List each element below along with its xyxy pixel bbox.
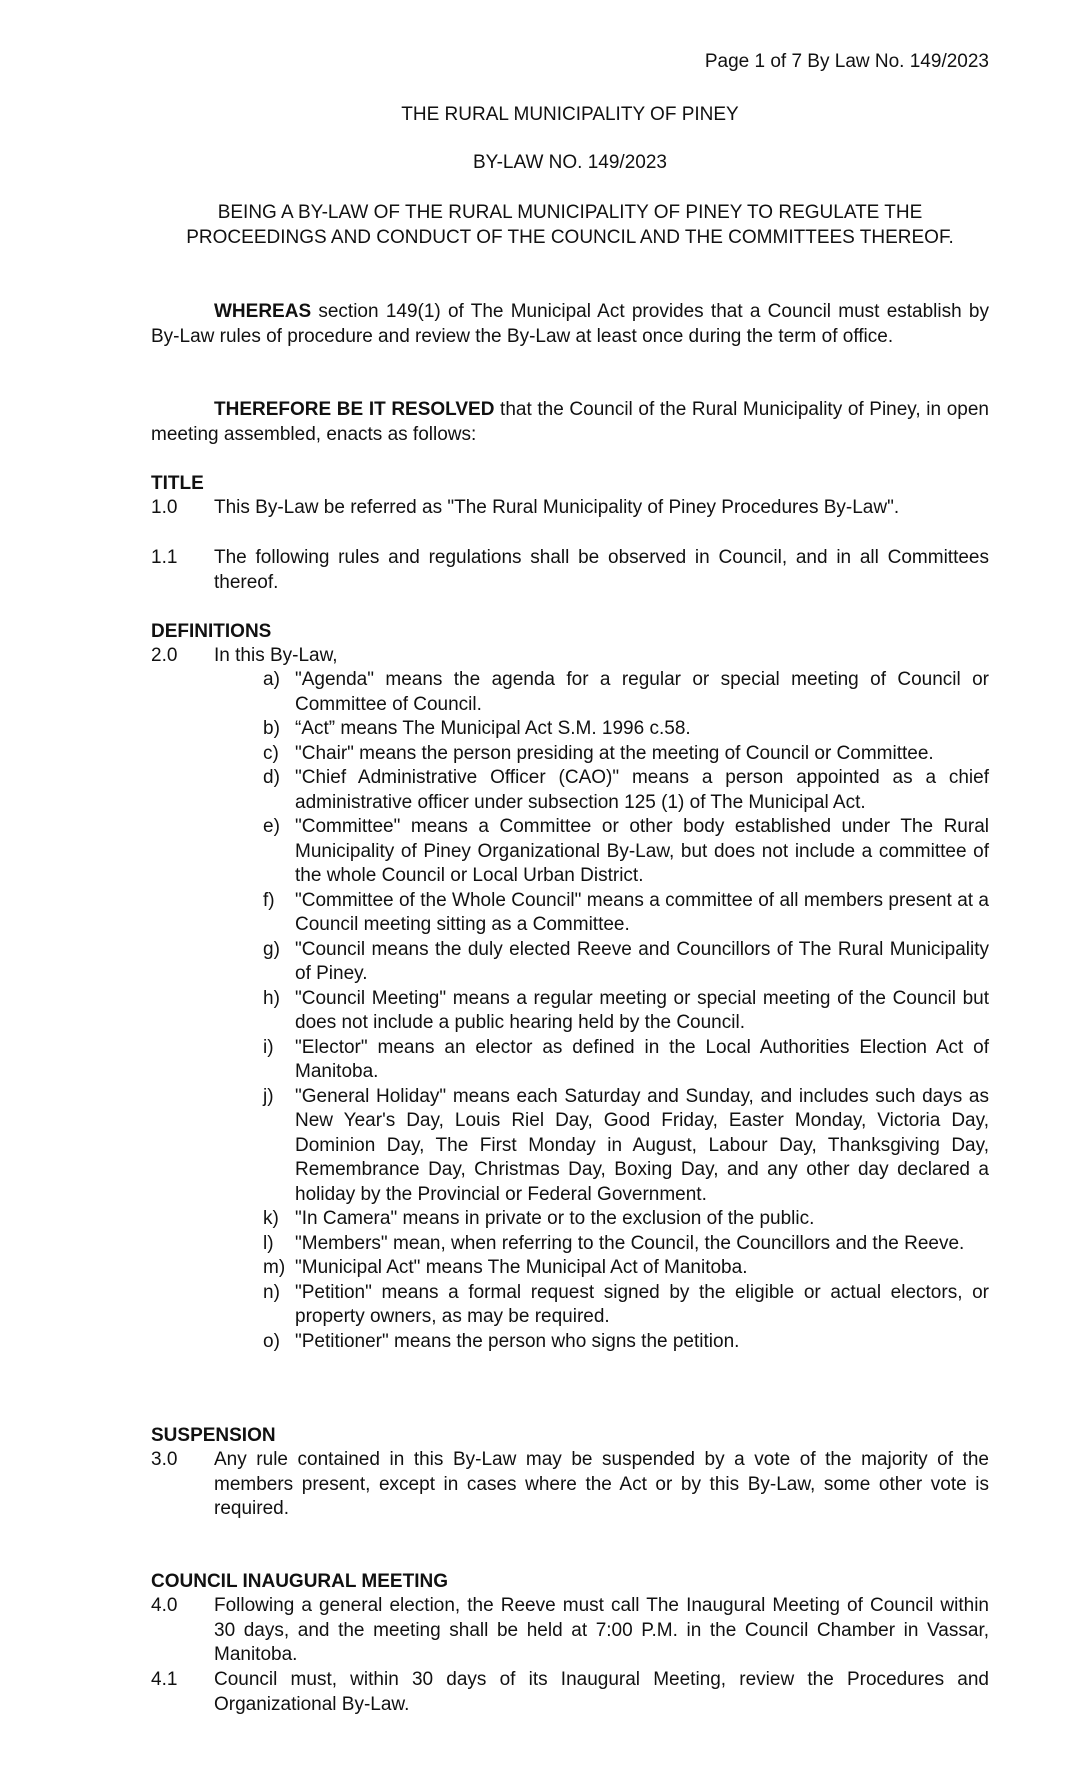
clause-number: 2.0 xyxy=(151,645,178,666)
definition-item-d xyxy=(263,766,989,815)
definitions-list xyxy=(263,668,989,1354)
definition-letter: g) xyxy=(263,938,280,960)
definition-item-h xyxy=(263,987,989,1036)
definition-item-f xyxy=(263,889,989,938)
clause-text: Council must, within 30 days of its Inaugural Meeting, review the Procedures and Organizational By-Law. xyxy=(214,1669,989,1715)
definition-letter: e) xyxy=(263,816,280,837)
section-heading-inaugural: COUNCIL INAUGURAL MEETING xyxy=(151,1571,448,1592)
definition-item-j xyxy=(263,1085,989,1208)
definition-item-l xyxy=(263,1232,989,1257)
definition-text: “Act” means The Municipal Act S.M. 1996 c.58. xyxy=(295,718,691,739)
definition-letter: l) xyxy=(263,1232,274,1254)
definition-item-m xyxy=(263,1256,989,1281)
clause-1-0 xyxy=(151,496,989,521)
definition-text: "Municipal Act" means The Municipal Act of Manitoba. xyxy=(295,1257,748,1278)
clause-3-0 xyxy=(151,1448,989,1522)
therefore-paragraph xyxy=(151,398,989,447)
whereas-paragraph xyxy=(151,300,989,349)
definition-letter: m) xyxy=(263,1257,286,1278)
definition-item-c xyxy=(263,742,989,767)
clause-4-1 xyxy=(151,1668,989,1717)
clause-2-0 xyxy=(151,644,989,669)
definition-letter: h) xyxy=(263,987,280,1009)
definition-letter: f) xyxy=(263,889,275,911)
clause-text: Following a general election, the Reeve must call The Inaugural Meeting of Council within 30 days, and the meeting shall be held at 7:00 P.M. in the Council Chamber in Vassar, Manitoba. xyxy=(214,1595,989,1665)
definition-letter: n) xyxy=(263,1281,280,1303)
definition-text: "Council means the duly elected Reeve and Councillors of The Rural Municipality of Piney. xyxy=(295,938,989,984)
definition-text: "Petition" means a formal request signed by the eligible or actual electors, or property owners, as may be required. xyxy=(295,1281,989,1327)
definition-letter: a) xyxy=(263,669,280,690)
definition-item-a xyxy=(263,668,989,717)
clause-text: In this By-Law, xyxy=(214,645,338,666)
whereas-text: section 149(1) of The Municipal Act provides that a Council must establish by By-Law rules of procedure and review the By-Law at least once during the term of office. xyxy=(151,301,989,347)
clause-number: 1.1 xyxy=(151,547,178,568)
definition-letter: k) xyxy=(263,1208,279,1229)
definition-letter: d) xyxy=(263,767,280,788)
bylaw-number: BY-LAW NO. 149/2023 xyxy=(473,152,667,173)
definition-text: "Committee" means a Committee or other body established under The Rural Municipality of Piney Organizational By-Law, but does not include a committee of the whole Council or Local Urban District. xyxy=(295,816,989,886)
definition-item-e xyxy=(263,815,989,889)
section-heading-definitions: DEFINITIONS xyxy=(151,621,272,642)
clause-4-0 xyxy=(151,1594,989,1668)
definition-text: "General Holiday" means each Saturday and Sunday, and includes such days as New Year's Day, Louis Riel Day, Good Friday, Easter Monday, Victoria Day, Dominion Day, The First Monday in August, Labour Day, Thanksgiving Day, Remembrance Day, Christmas Day, Boxing Day, and any other day declared a holiday by the Provincial or Federal Government. xyxy=(295,1085,989,1205)
municipality-name: THE RURAL MUNICIPALITY OF PINEY xyxy=(401,104,739,125)
definition-letter: c) xyxy=(263,742,279,764)
definition-letter: o) xyxy=(263,1330,280,1352)
clause-1-1 xyxy=(151,546,989,595)
definition-item-o xyxy=(263,1330,989,1355)
definition-letter: j) xyxy=(263,1085,274,1107)
clause-number: 3.0 xyxy=(151,1449,178,1470)
clause-number: 4.0 xyxy=(151,1595,178,1616)
section-heading-title: TITLE xyxy=(151,473,204,494)
definition-text: "Council Meeting" means a regular meeting or special meeting of the Council but does not include a public hearing held by the Council. xyxy=(295,987,989,1033)
definition-item-i xyxy=(263,1036,989,1085)
definition-text: "In Camera" means in private or to the exclusion of the public. xyxy=(295,1208,815,1229)
definition-text: "Agenda" means the agenda for a regular or special meeting of Council or Committee of Council. xyxy=(295,669,989,715)
clause-text: The following rules and regulations shall be observed in Council, and in all Committees thereof. xyxy=(214,547,989,593)
section-heading-suspension: SUSPENSION xyxy=(151,1425,276,1446)
clause-text: Any rule contained in this By-Law may be suspended by a vote of the majority of the members present, except in cases where the Act or by this By-Law, some other vote is required. xyxy=(214,1449,989,1519)
definition-text: "Committee of the Whole Council" means a committee of all members present at a Council meeting sitting as a Committee. xyxy=(295,889,989,935)
definition-text: "Chair" means the person presiding at the meeting of Council or Committee. xyxy=(295,742,934,764)
bylaw-purpose: BEING A BY-LAW OF THE RURAL MUNICIPALITY OF PINEY TO REGULATE THE PROCEEDINGS AND CONDUCT OF THE COUNCIL AND THE COMMITTEES THEREOF. xyxy=(186,202,954,248)
definition-text: "Petitioner" means the person who signs the petition. xyxy=(295,1330,740,1352)
definition-item-n xyxy=(263,1281,989,1330)
clause-number: 4.1 xyxy=(151,1669,178,1690)
definition-item-g xyxy=(263,938,989,987)
definition-text: "Chief Administrative Officer (CAO)" means a person appointed as a chief administrative officer under subsection 125 (1) of The Municipal Act. xyxy=(295,767,989,813)
therefore-keyword: THEREFORE BE IT RESOLVED xyxy=(214,399,495,420)
definition-letter: i) xyxy=(263,1036,274,1058)
definition-item-b xyxy=(263,717,989,742)
clause-text: This By-Law be referred as "The Rural Municipality of Piney Procedures By-Law". xyxy=(214,497,900,518)
definition-text: "Members" mean, when referring to the Council, the Councillors and the Reeve. xyxy=(295,1232,965,1254)
definition-text: "Elector" means an elector as defined in the Local Authorities Election Act of Manitoba. xyxy=(295,1036,989,1082)
page-header: Page 1 of 7 By Law No. 149/2023 xyxy=(704,51,989,72)
definition-item-k xyxy=(263,1207,989,1232)
clause-number: 1.0 xyxy=(151,497,178,518)
therefore-text: that the Council of the Rural Municipality of Piney, in open meeting assembled, enacts as follows: xyxy=(151,399,989,445)
definition-letter: b) xyxy=(263,718,280,739)
whereas-keyword: WHEREAS xyxy=(214,301,312,322)
